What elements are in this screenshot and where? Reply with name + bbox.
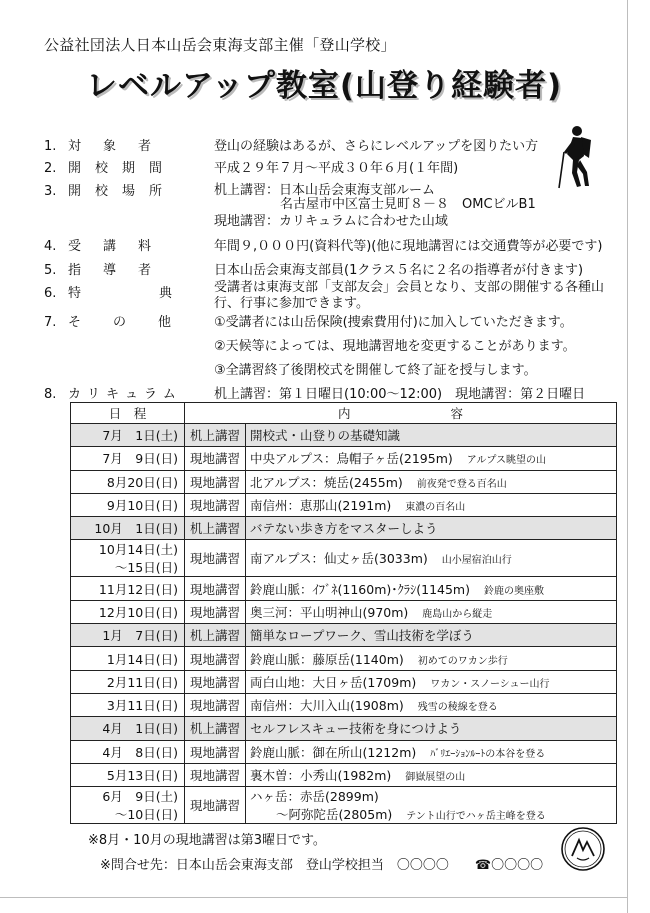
schedule-activity: 鈴鹿山脈：御在所山(1212m) — [250, 744, 417, 760]
schedule-date-end-text: ～10日(日) — [114, 807, 178, 823]
table-row — [71, 470, 617, 493]
schedule-date — [71, 717, 185, 740]
schedule-activity: 裏木曽：小秀山(1982m) — [250, 768, 392, 783]
schedule-type: 机上講習 — [185, 717, 246, 740]
table-row — [71, 424, 617, 447]
page-title: レベルアップ教室(山登り経験者) — [86, 68, 563, 104]
info-label-text: 開校期間 — [68, 161, 177, 176]
schedule-content — [246, 717, 617, 740]
schedule-activity-line — [250, 787, 616, 805]
schedule-activity: 簡単なロープワーク、雪山技術を学ぼう — [250, 628, 474, 644]
schedule-type: 現地講習 — [185, 540, 246, 577]
schedule-date-text: 7月 9日(日) — [102, 451, 178, 467]
schedule-content — [246, 624, 617, 647]
schedule-date — [71, 647, 185, 670]
table-row — [71, 540, 617, 577]
schedule-content — [246, 647, 617, 670]
schedule-note: テント山行でハヶ岳主峰を登る — [406, 811, 546, 823]
schedule-activity: 鈴鹿山脈：ｲﾌﾞﾈ(1160m)･ｸﾗｼ(1145m) — [250, 581, 470, 597]
schedule-activity: 中央アルプス：鳥帽子ヶ岳(2195m) — [250, 451, 453, 467]
info-label-instructors: 5. 指導者 — [44, 263, 174, 278]
schedule-type: 現地講習 — [185, 493, 246, 516]
schedule-type: 机上講習 — [185, 517, 246, 540]
schedule-date-text: 12月10日(日) — [98, 604, 178, 620]
info-label-period: 2. 開校期間 — [44, 161, 177, 176]
schedule-type: 現地講習 — [185, 470, 246, 493]
schedule-note: 御嶽展望の山 — [405, 772, 466, 783]
header-date: 日 程 — [71, 403, 185, 424]
schedule-content — [246, 493, 617, 516]
info-value-benefits-1: 受講者は東海支部「支部友会」会員となり、支部の開催する各種山 — [214, 280, 605, 295]
schedule-activity: 鈴鹿山脈：藤原岳(1140m) — [250, 651, 404, 667]
header-content: 内 容 — [185, 403, 617, 424]
info-value-other-1: ①受講者には山岳保険(捜索費用付)に加入していただきます。 — [214, 315, 573, 330]
schedule-activity: 開校式・山登りの基礎知識 — [250, 428, 401, 444]
schedule-activity: 南信州：恵那山(2191m) — [250, 498, 392, 514]
info-value-target: 登山の経験はあるが、さらにレベルアップを図りたい方 — [214, 139, 539, 154]
schedule-date — [71, 577, 185, 600]
schedule-date-text: 11月12日(日) — [98, 581, 178, 597]
schedule-note: 鹿島山から縦走 — [422, 608, 493, 620]
info-label-other: 7. その他 — [44, 315, 204, 330]
info-label-venue: 3. 開校場所 — [44, 184, 177, 199]
hiker-silhouette-icon — [553, 124, 597, 190]
table-row — [71, 447, 617, 470]
table-row — [71, 517, 617, 540]
info-value-curriculum: 机上講習：第１日曜日(10:00～12:00) 現地講習：第２日曜日 — [214, 387, 586, 402]
schedule-activity-cont: ～阿弥陀岳(2805m) — [276, 807, 393, 823]
schedule-content — [246, 540, 617, 577]
info-label-text: 受講料 — [68, 239, 174, 254]
schedule-date — [71, 493, 185, 516]
table-row — [71, 577, 617, 600]
schedule-content — [246, 763, 617, 786]
schedule-note: 東濃の百名山 — [405, 502, 466, 514]
footer-note-third-sunday: ※8月・10月の現地講習は第3曜日です。 — [88, 833, 326, 848]
table-row — [71, 763, 617, 786]
schedule-date-text: 2月11日(日) — [106, 674, 178, 690]
table-row — [71, 600, 617, 623]
schedule-note: 前夜発で登る百名山 — [416, 478, 507, 490]
schedule-activity: 南信州：大川入山(1908m) — [250, 698, 404, 714]
info-value-other-3: ③全講習終了後閉校式を開催して終了証を授与します。 — [214, 363, 537, 378]
schedule-type: 現地講習 — [185, 763, 246, 786]
footer-contact: ※問合せ先：日本山岳会東海支部 登山学校担当 〇〇〇〇 ☎〇〇〇〇 — [100, 858, 544, 873]
info-label-text: 特典 — [68, 286, 251, 301]
schedule-content — [246, 670, 617, 693]
schedule-type: 現地講習 — [185, 787, 246, 824]
info-value-other-2: ②天候等によっては、現地講習地を変更することがあります。 — [214, 339, 576, 354]
table-row — [71, 717, 617, 740]
schedule-date-text: 1月 7日(日) — [102, 628, 178, 644]
schedule-date-text: 10月 1日(日) — [94, 521, 178, 537]
schedule-body — [71, 424, 617, 824]
page-edge-bottom — [0, 897, 628, 898]
schedule-content — [246, 787, 617, 824]
schedule-date — [71, 517, 185, 540]
schedule-content — [246, 577, 617, 600]
schedule-date — [71, 600, 185, 623]
schedule-date-text: 5月13日(日) — [106, 768, 178, 783]
schedule-date-text: 9月10日(日) — [106, 498, 178, 514]
schedule-date — [71, 670, 185, 693]
info-label-curriculum: 8. カリキュラム — [44, 387, 182, 402]
schedule-content — [246, 447, 617, 470]
schedule-type: 現地講習 — [185, 740, 246, 763]
schedule-note: 初めてのワカン歩行 — [417, 655, 508, 667]
schedule-type: 現地講習 — [185, 447, 246, 470]
schedule-note: アルプス眺望の山 — [466, 455, 546, 467]
schedule-note: 鈴鹿の奥座敷 — [483, 585, 544, 597]
table-row — [71, 693, 617, 716]
info-value-venue-field: 現地講習：カリキュラムに合わせた山域 — [214, 214, 448, 229]
info-value-period: 平成２９年７月～平成３０年６月(１年間) — [214, 161, 459, 176]
schedule-type: 机上講習 — [185, 424, 246, 447]
table-row — [71, 740, 617, 763]
schedule-type: 机上講習 — [185, 624, 246, 647]
schedule-activity: 奥三河：平山明神山(970m) — [250, 604, 409, 620]
schedule-note: 山小屋宿泊山行 — [441, 555, 512, 567]
table-row — [71, 787, 617, 824]
schedule-date-text: 6月 9日(土) — [102, 789, 178, 805]
schedule-content — [246, 517, 617, 540]
table-row — [71, 647, 617, 670]
schedule-date — [71, 624, 185, 647]
schedule-date-text: 4月 8日(日) — [102, 744, 178, 760]
schedule-type: 現地講習 — [185, 600, 246, 623]
schedule-note: ﾊﾞﾘｴｰｼｮﾝﾙｰﾄの本谷を登る — [430, 748, 546, 760]
schedule-date — [71, 470, 185, 493]
schedule-date-text: 10月14日(土) — [98, 542, 178, 558]
schedule-date — [71, 693, 185, 716]
schedule-activity: 北アルプス：焼岳(2455m) — [250, 474, 403, 490]
schedule-date — [71, 447, 185, 470]
schedule-content — [246, 693, 617, 716]
schedule-type: 現地講習 — [185, 693, 246, 716]
jac-emblem-icon — [560, 826, 606, 872]
schedule-date — [71, 540, 185, 577]
info-label-text: その他 — [68, 315, 204, 330]
schedule-activity: バテない歩き方をマスターしよう — [250, 521, 438, 537]
page-edge-right — [627, 0, 628, 913]
info-value-venue-address: 名古屋市中区富士見町８－８ OMCビルB1 — [280, 197, 536, 212]
schedule-date — [71, 424, 185, 447]
schedule-note: 残雪の稜線を登る — [417, 702, 498, 714]
schedule-type: 現地講習 — [185, 577, 246, 600]
schedule-date — [71, 740, 185, 763]
schedule-content — [246, 740, 617, 763]
info-value-instructors: 日本山岳会東海支部員(1クラス５名に２名の指導者が付きます) — [214, 263, 584, 278]
info-label-text: 開校場所 — [68, 184, 177, 199]
schedule-note: ワカン・スノーシュー山行 — [430, 678, 550, 690]
schedule-date — [71, 787, 185, 824]
table-row — [71, 624, 617, 647]
info-label-fee: 4. 受講料 — [44, 239, 174, 254]
schedule-date-end-text: ～15日(日) — [114, 560, 178, 576]
info-value-benefits-2: 行、行事に参加できます。 — [214, 296, 369, 311]
schedule-date-text: 3月11日(日) — [106, 698, 178, 714]
table-row — [71, 493, 617, 516]
schedule-content — [246, 424, 617, 447]
schedule-activity: セルフレスキュー技術を身につけよう — [250, 721, 462, 737]
schedule-activity: ハヶ岳：赤岳(2899m) — [250, 789, 379, 805]
schedule-table — [70, 402, 617, 824]
info-label-target: 1. 対象者 — [44, 139, 174, 154]
organizer-line: 公益社団法人日本山岳会東海支部主催「登山学校」 — [44, 36, 396, 54]
schedule-date-text: 4月 1日(日) — [102, 721, 178, 737]
schedule-activity: 南アルプス：仙丈ヶ岳(3033m) — [250, 551, 428, 567]
info-label-text: 指導者 — [68, 263, 174, 278]
schedule-content — [246, 470, 617, 493]
schedule-date-text: 1月14日(日) — [106, 651, 178, 667]
info-label-text: カリキュラム — [68, 387, 182, 402]
info-value-venue-desk: 机上講習：日本山岳会東海支部ルーム — [214, 183, 436, 198]
schedule-date — [71, 763, 185, 786]
schedule-header-row — [71, 403, 617, 424]
schedule-type: 現地講習 — [185, 647, 246, 670]
schedule-activity: 両白山地：大日ヶ岳(1709m) — [250, 674, 417, 690]
schedule-activity-line — [250, 805, 616, 823]
table-row — [71, 670, 617, 693]
schedule-date-text: 8月20日(日) — [106, 474, 178, 490]
schedule-date-text: 7月 1日(土) — [102, 428, 178, 444]
info-label-text: 対象者 — [68, 139, 174, 154]
schedule-content — [246, 600, 617, 623]
info-label-benefits: 6. 特典 — [44, 286, 251, 301]
info-value-fee: 年間９,０００円(資料代等)(他に現地講習には交通費等が必要です) — [214, 239, 603, 254]
schedule-type: 現地講習 — [185, 670, 246, 693]
